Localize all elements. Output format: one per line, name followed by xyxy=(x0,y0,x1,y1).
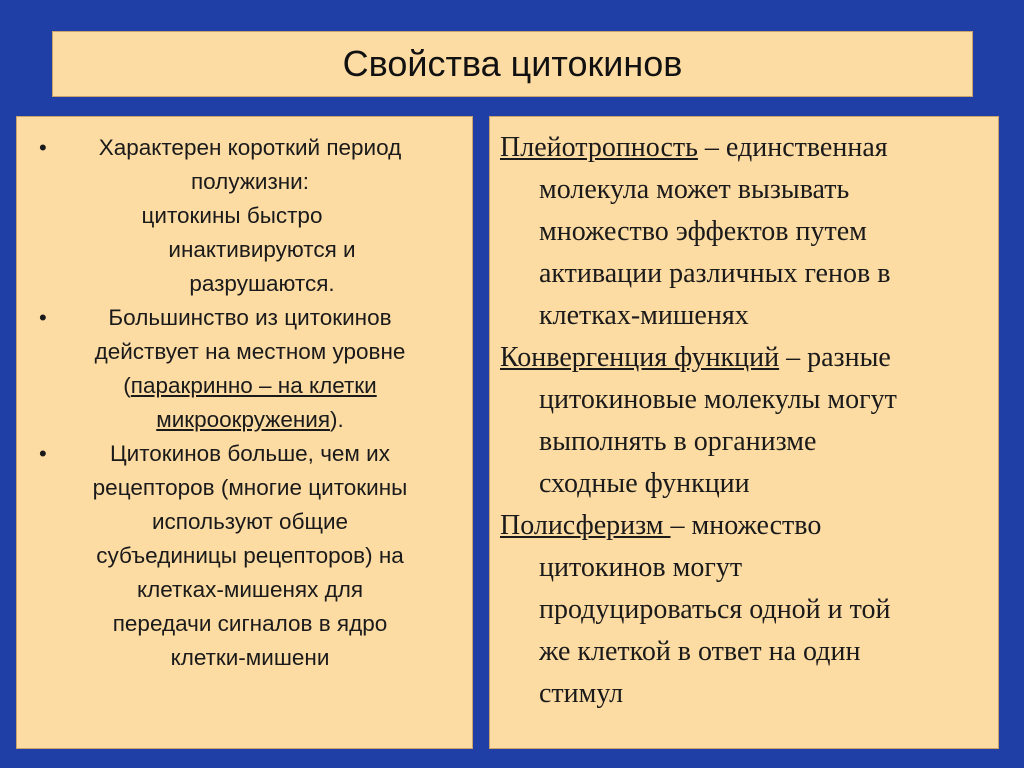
bullet-item-half-life xyxy=(35,131,465,301)
bullet-text-line: Большинство из цитокинов xyxy=(108,305,392,330)
bullet-item-receptors xyxy=(35,437,465,675)
term-block-polyspherism xyxy=(500,505,992,715)
term-first-line xyxy=(500,337,992,379)
bullet-text-line: полужизни: xyxy=(190,169,309,194)
term-label: Конвергенция функций xyxy=(500,342,780,373)
sub-text-line: разрушаются. xyxy=(189,271,335,296)
term-definition-start: – единственная xyxy=(697,132,888,163)
sub-text-line: цитокины быстро xyxy=(141,203,323,228)
term-definition-line: клетках-мишенях xyxy=(539,300,749,331)
term-definition-line: молекула может вызывать xyxy=(539,174,850,205)
term-definition-start: – разные xyxy=(779,342,891,373)
term-block-convergence xyxy=(500,337,992,505)
bullet-text-line: действует на местном уровне xyxy=(94,339,406,364)
bullet-dot-icon: • xyxy=(39,305,47,330)
bullet-item-local-action xyxy=(35,301,465,437)
right-panel-content xyxy=(500,127,992,715)
term-definition-line: выполнять в организме xyxy=(539,426,817,457)
bullet-text-line xyxy=(35,369,465,403)
term-first-line xyxy=(500,127,992,169)
bullet-text-line: рецепторов (многие цитокины xyxy=(92,475,408,500)
term-block-pleiotropy xyxy=(500,127,992,337)
term-definition-line: активации различных генов в xyxy=(539,258,891,289)
bullet-text-line: клетках-мишенях для xyxy=(136,577,364,602)
term-definition-line: стимул xyxy=(539,678,624,709)
bullet-text-line: субъединицы рецепторов) на xyxy=(96,543,404,568)
term-definition-line: цитокиновые молекулы могут xyxy=(539,384,897,415)
paren-close: ). xyxy=(330,407,344,432)
slide-title-box xyxy=(52,31,973,97)
term-definition-line: продуцироваться одной и той xyxy=(539,594,891,625)
bullet-text-line: Цитокинов больше, чем их xyxy=(110,441,390,466)
term-definition-line: же клеткой в ответ на один xyxy=(539,636,861,667)
bullet-text-line: Характерен короткий период xyxy=(98,135,402,160)
bullet-text-line: передачи сигналов в ядро xyxy=(112,611,388,636)
right-panel xyxy=(489,116,999,749)
term-definition-line: множество эффектов путем xyxy=(539,216,867,247)
paren-open: ( xyxy=(123,373,131,398)
term-definition-line: цитокинов могут xyxy=(539,552,743,583)
left-panel xyxy=(16,116,473,749)
underlined-text: паракринно – на клетки xyxy=(130,373,377,398)
sub-text-line: инактивируются и xyxy=(168,237,356,262)
bullet-text-line: используют общие xyxy=(151,509,349,534)
term-label: Полисферизм xyxy=(500,510,671,541)
bullet-text-line: клетки-мишени xyxy=(170,645,330,670)
underlined-text: микроокружения xyxy=(156,407,331,432)
term-label: Плейотропность xyxy=(500,132,698,163)
left-panel-content xyxy=(35,131,465,675)
bullet-text-line xyxy=(35,403,465,437)
bullet-dot-icon: • xyxy=(39,135,47,160)
slide-title: Свойства цитокинов xyxy=(342,43,683,84)
bullet-dot-icon: • xyxy=(39,441,47,466)
term-definition-line: сходные функции xyxy=(539,468,750,499)
term-first-line xyxy=(500,505,992,547)
term-definition-start: – множество xyxy=(670,510,822,541)
